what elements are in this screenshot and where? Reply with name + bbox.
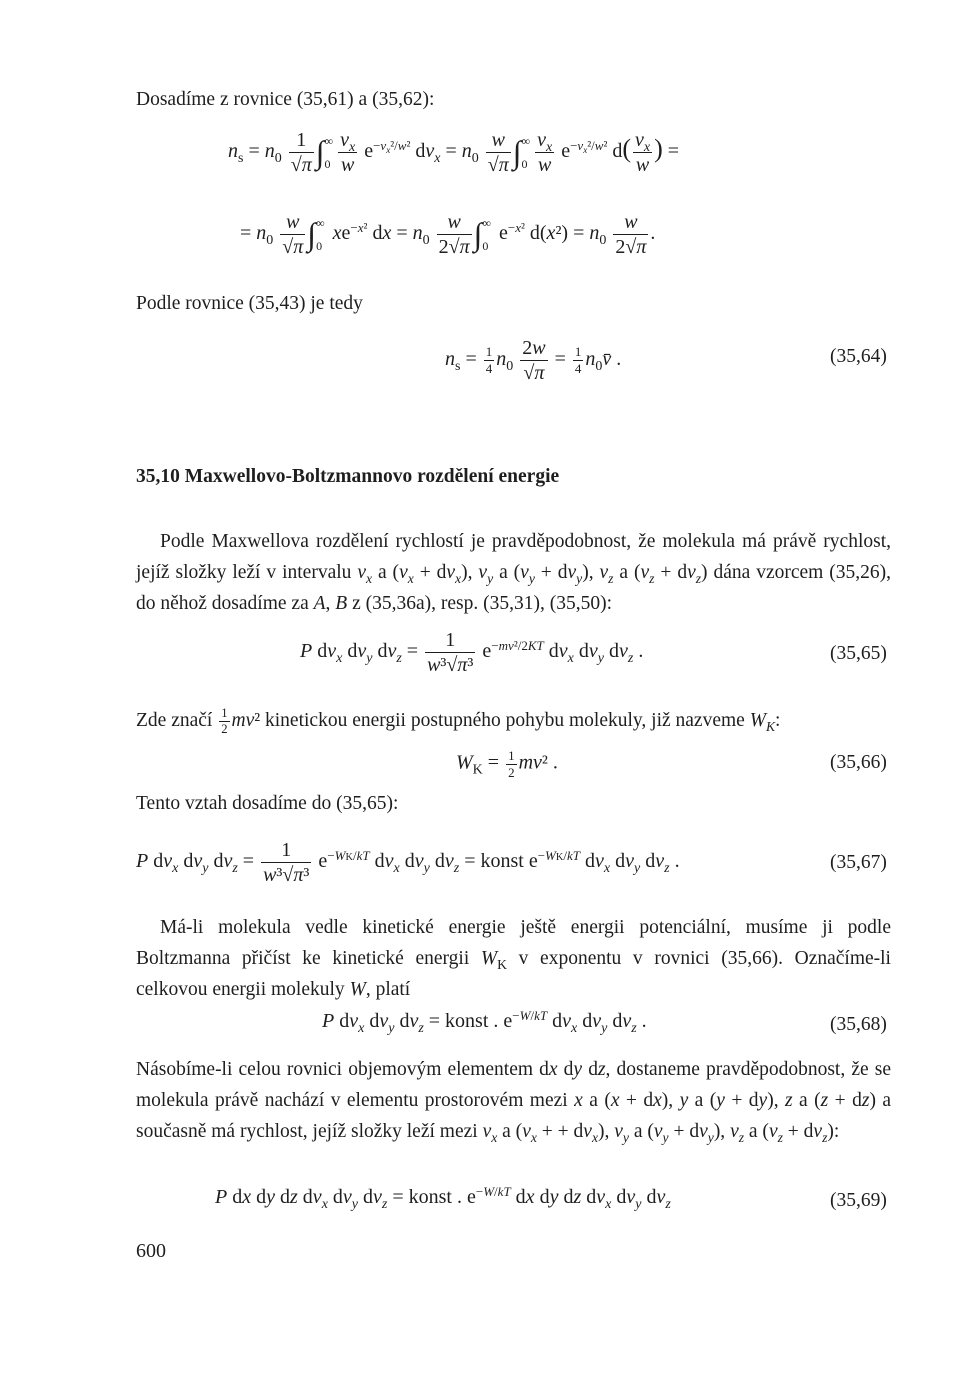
eq-3569-number: (35,69) (830, 1190, 887, 1211)
section-heading: 35,10 Maxwellovo-Boltzmannovo rozdělení energie (136, 466, 560, 487)
eq-ns-integral-line1: $n_s = n_0$ $\frac{1}{√\pi}$ ∫∞ 0 $\frac{v_x}{w}$ $e^{-v_x^2/w^2}$ $dv_x = n_0$ $\frac{w}{√\pi}$ ∫∞ 0 $\frac{v_x}{w}$ $e^{-v_x^2/w^2}$ d( $\frac{v_x}{w}$ ) = (228, 129, 680, 176)
para-maxwell: Podle Maxwellova rozdělení rychlostí je pravděpodobnost, že molekula má právě rychlost, jejíž složky leží v intervalu $v_x$ a $(v_x + dv_x)$, $v_y$ a $(v_y + dv_y)$, $v_z$ a $(v_z + dv_z)$ dána vzorcem (35,26), do něhož dosadíme za A, B z (35,36a), resp. (35,31), (35,50): (136, 531, 892, 614)
text-tento-vztah: Tento vztah dosadíme do (35,65): (136, 793, 399, 814)
eq-3565-number: (35,65) (830, 643, 887, 664)
eq-3566: $W_K$ = $\frac{1}{2}$ mv² . (456, 748, 558, 780)
eq-ns-integral-line2: = $n_0$ $\frac{w}{√\pi}$ ∫∞ 0 $xe^{-x^2}$ dx = $n_0$ $\frac{w}{2√\pi}$ ∫∞ 0 $e^{-x^2}$ $d(x^2) = n_0$ $\frac{w}{2√\pi}$ . (240, 211, 656, 258)
eq-3568: P $dv_x$ $dv_y$ $dv_z$ = konst . $e^{-W/kT}$ $dv_x$ $dv_y$ $dv_z$ . (322, 1007, 647, 1036)
eq-3565: P $dv_x$ $dv_y$ $dv_z$ = $\frac{1}{\text{w³√π³}}$ $e^{-mv^2/2KT}$ $dv_x$ $dv_y$ $dv_z$ . (300, 629, 644, 676)
eq-3564: $n_s$ = $\frac{1}{4}$ $n_0$ $\frac{2w}{√\pi}$ = $\frac{1}{4}$ $n_0v̄$ . (445, 337, 622, 384)
para-nasobime: Násobíme-li celou rovnici objemovým elementem dx dy dz, dostaneme pravděpodobnost, že se molekula právě nachází v elementu prostorovém mezi x a (x + dx), y a (y + dy), z a (z + dz) a současně má rychlost, jejíž složky leží mezi $v_x$ a ($v_x$ + + $dv_x$), $v_y$ a $(v_y + dv_y)$, $v_z$ a $(v_z + dv_z)$: (136, 1059, 892, 1145)
text-zde-znaci: Zde značí $\frac{1}{2}$ mv² kinetickou energii postupného pohybu molekuly, již nazveme $W_K$: (136, 706, 781, 737)
text-podle-rovnice: Podle rovnice (35,43) je tedy (136, 293, 363, 314)
para-ma-li: Má-li molekula vedle kinetické energie ještě energii potenciální, musíme ji podle Boltzmanna přičíst ke kinetické energii $W_K$ v exponentu v rovnici (35,66). Označíme-li celkovou energii molekuly W, platí (136, 917, 891, 1000)
eq-3566-number: (35,66) (830, 752, 887, 773)
eq-3567: P $dv_x$ $dv_y$ $dv_z$ = $\frac{1}{\text{w³√π³}}$ $e^{-WK/kT}$ $dv_x$ $dv_y$ $dv_z$ = konst $e^{-WK/kT}$ $dv_x$ $dv_y$ $dv_z$ . (136, 839, 680, 886)
eq-3567-number: (35,67) (830, 852, 887, 873)
intro-text: Dosadíme z rovnice (35,61) a (35,62): (136, 89, 435, 110)
eq-3564-number: (35,64) (830, 346, 887, 367)
eq-3569: P dx dy dz $dv_x$ $dv_y$ $dv_z$ = konst . $e^{-W/kT}$ dx dy dz $dv_x$ $dv_y$ $dv_z$ (215, 1183, 671, 1212)
eq-3568-number: (35,68) (830, 1014, 887, 1035)
page-number: 600 (136, 1240, 166, 1262)
